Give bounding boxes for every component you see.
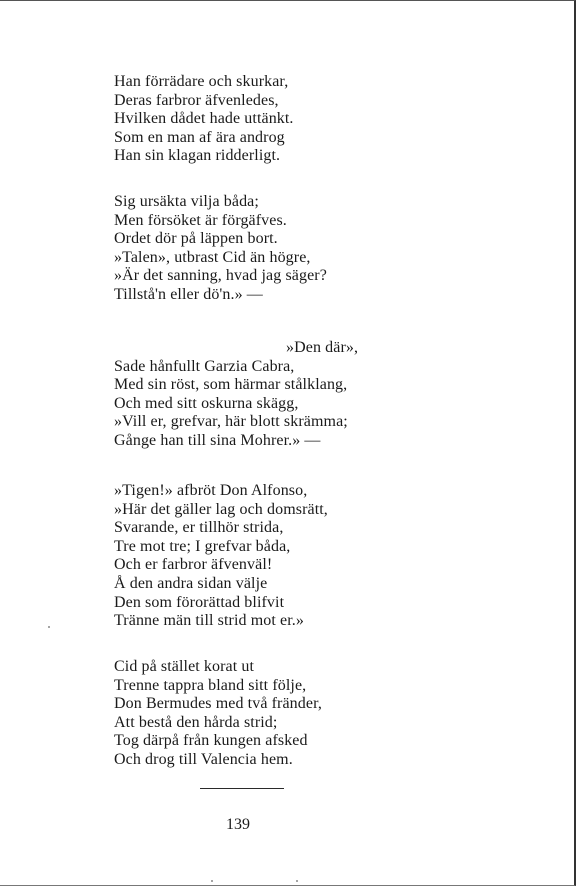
verse-line: Trenne tappra bland sitt följe,	[114, 676, 307, 694]
verse-line: Don Bermudes med två fränder,	[114, 695, 322, 713]
verse-line: Tre mot tre; I grefvar båda,	[114, 537, 291, 555]
scan-speck	[211, 880, 213, 882]
verse-line: Han sin klagan ridderligt.	[114, 147, 281, 165]
page-number: 139	[226, 816, 250, 833]
stanza-1	[114, 73, 414, 166]
verse-line: Tränne män till strid mot er.»	[114, 612, 304, 630]
verse-line: Cid på stället korat ut	[114, 658, 255, 675]
verse-line: Sig ursäkta vilja båda;	[114, 193, 259, 210]
verse-line: »Tigen!» afbröt Don Alfonso,	[114, 482, 308, 499]
verse-line: Tillstå'n eller dö'n.» —	[114, 285, 263, 303]
verse-line: »Här det gäller lag och domsrätt,	[114, 500, 328, 518]
verse-line: Att bestå den hårda strid;	[114, 713, 278, 731]
verse-line: Som en man af ära androg	[114, 128, 285, 146]
verse-line: Svarande, er tillhör strida,	[114, 519, 284, 537]
verse-line: Den som förorättad blifvit	[114, 593, 285, 611]
verse-line: Med sin röst, som härmar stålklang,	[114, 376, 348, 394]
verse-line: »Vill er, grefvar, här blott skrämma;	[114, 413, 348, 431]
verse-line: Han förrädare och skurkar,	[114, 73, 289, 90]
verse-line: »Den där»,	[286, 339, 359, 356]
footer-rule	[200, 788, 284, 789]
stanza-2	[114, 193, 414, 305]
scan-speck	[48, 626, 50, 628]
verse-line: Och drog till Valencia hem.	[114, 750, 293, 768]
verse-line: Men försöket är förgäfves.	[114, 211, 287, 229]
verse-line: Deras farbror äfvenledes,	[114, 91, 279, 109]
verse-line: Ordet dör på läppen bort.	[114, 230, 278, 248]
verse-line: Och med sitt oskurna skägg,	[114, 394, 299, 412]
stanza-3	[114, 339, 414, 451]
stanza-5	[114, 658, 414, 770]
verse-line: »Talen», utbrast Cid än högre,	[114, 248, 311, 266]
verse-line: Gånge han till sina Mohrer.» —	[114, 431, 321, 449]
scan-speck	[296, 880, 298, 882]
verse-line: Sade hånfullt Garzia Cabra,	[114, 357, 295, 375]
verse-line: »Är det sanning, hvad jag säger?	[114, 267, 327, 285]
stanza-4	[114, 482, 414, 631]
verse-line: Å den andra sidan välje	[114, 574, 268, 592]
verse-line: Tog därpå från kungen afsked	[114, 732, 308, 750]
verse-line: Och er farbror äfvenväl!	[114, 556, 273, 574]
verse-line: Hvilken dådet hade uttänkt.	[114, 110, 294, 128]
